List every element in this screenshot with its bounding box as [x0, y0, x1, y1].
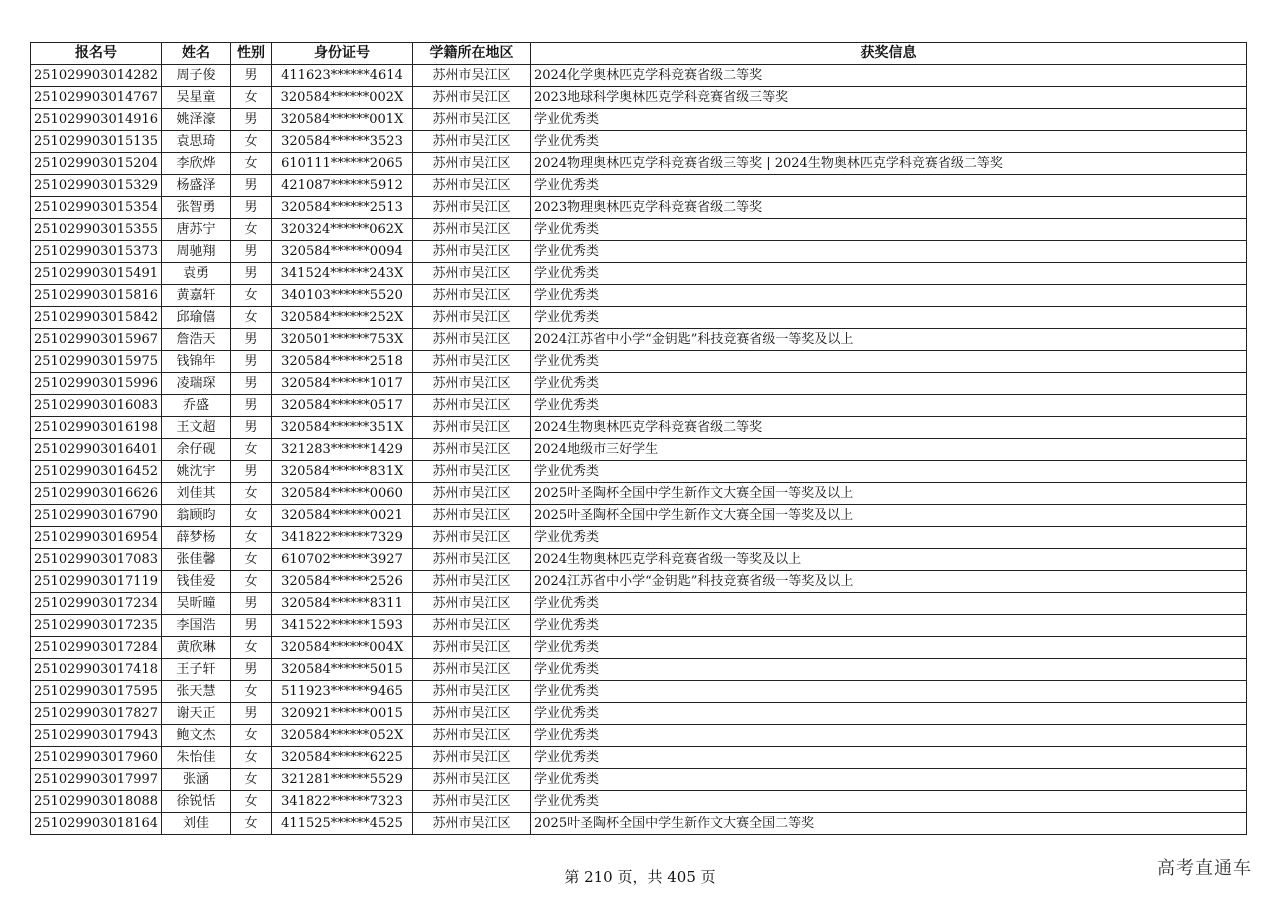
region-cell: 苏州市吴江区	[413, 791, 531, 813]
registration-number-cell: 251029903015975	[31, 351, 162, 373]
name-cell: 袁思琦	[162, 131, 231, 153]
gender-cell: 男	[231, 417, 272, 439]
table-row	[31, 373, 1247, 395]
gender-cell: 女	[231, 219, 272, 241]
region-cell: 苏州市吴江区	[413, 681, 531, 703]
registration-number-cell: 251029903017418	[31, 659, 162, 681]
name-cell: 张智勇	[162, 197, 231, 219]
award-info-cell: 学业优秀类	[531, 681, 1247, 703]
award-info-cell: 学业优秀类	[531, 659, 1247, 681]
registration-number-cell: 251029903015354	[31, 197, 162, 219]
name-cell: 薛梦杨	[162, 527, 231, 549]
table-row	[31, 153, 1247, 175]
name-cell: 李国浩	[162, 615, 231, 637]
gender-cell: 男	[231, 263, 272, 285]
award-info-cell: 学业优秀类	[531, 791, 1247, 813]
table-header	[31, 43, 1247, 65]
name-cell: 周子俊	[162, 65, 231, 87]
table-row	[31, 747, 1247, 769]
name-cell: 姚沈宇	[162, 461, 231, 483]
region-cell: 苏州市吴江区	[413, 747, 531, 769]
table-body	[31, 65, 1247, 835]
gender-cell: 女	[231, 439, 272, 461]
registration-number-cell: 251029903017284	[31, 637, 162, 659]
registration-number-cell: 251029903015135	[31, 131, 162, 153]
registration-number-cell: 251029903015355	[31, 219, 162, 241]
table-row	[31, 505, 1247, 527]
id-number-cell: 320584******004X	[272, 637, 413, 659]
header-school-region: 学籍所在地区	[413, 43, 531, 65]
table-row	[31, 813, 1247, 835]
award-info-cell: 2024生物奥林匹克学科竞赛省级二等奖	[531, 417, 1247, 439]
award-info-cell: 2023地球科学奥林匹克学科竞赛省级三等奖	[531, 87, 1247, 109]
region-cell: 苏州市吴江区	[413, 351, 531, 373]
registration-number-cell: 251029903015491	[31, 263, 162, 285]
table-row	[31, 725, 1247, 747]
table-row	[31, 65, 1247, 87]
id-number-cell: 320584******831X	[272, 461, 413, 483]
id-number-cell: 320584******5015	[272, 659, 413, 681]
award-info-cell: 学业优秀类	[531, 219, 1247, 241]
id-number-cell: 341822******7323	[272, 791, 413, 813]
name-cell: 余仔砚	[162, 439, 231, 461]
award-info-cell: 学业优秀类	[531, 307, 1247, 329]
name-cell: 周驰翔	[162, 241, 231, 263]
table-row	[31, 307, 1247, 329]
region-cell: 苏州市吴江区	[413, 153, 531, 175]
registration-number-cell: 251029903017827	[31, 703, 162, 725]
id-number-cell: 341524******243X	[272, 263, 413, 285]
gender-cell: 男	[231, 593, 272, 615]
name-cell: 张佳馨	[162, 549, 231, 571]
id-number-cell: 320584******001X	[272, 109, 413, 131]
award-info-cell: 学业优秀类	[531, 615, 1247, 637]
name-cell: 张涵	[162, 769, 231, 791]
gender-cell: 男	[231, 197, 272, 219]
award-info-cell: 2025叶圣陶杯全国中学生新作文大赛全国一等奖及以上	[531, 483, 1247, 505]
table-row	[31, 615, 1247, 637]
registration-number-cell: 251029903016083	[31, 395, 162, 417]
registration-number-cell: 251029903018088	[31, 791, 162, 813]
table-row	[31, 87, 1247, 109]
name-cell: 袁勇	[162, 263, 231, 285]
region-cell: 苏州市吴江区	[413, 483, 531, 505]
gender-cell: 女	[231, 813, 272, 835]
registration-number-cell: 251029903016626	[31, 483, 162, 505]
id-number-cell: 320584******002X	[272, 87, 413, 109]
award-info-cell: 学业优秀类	[531, 175, 1247, 197]
gender-cell: 女	[231, 571, 272, 593]
award-info-cell: 2023物理奥林匹克学科竞赛省级二等奖	[531, 197, 1247, 219]
name-cell: 姚泽濠	[162, 109, 231, 131]
id-number-cell: 321281******5529	[272, 769, 413, 791]
table-row	[31, 703, 1247, 725]
region-cell: 苏州市吴江区	[413, 87, 531, 109]
header-registration-number: 报名号	[31, 43, 162, 65]
table-row	[31, 549, 1247, 571]
gender-cell: 男	[231, 329, 272, 351]
region-cell: 苏州市吴江区	[413, 461, 531, 483]
award-info-cell: 学业优秀类	[531, 725, 1247, 747]
region-cell: 苏州市吴江区	[413, 241, 531, 263]
gender-cell: 男	[231, 461, 272, 483]
id-number-cell: 320584******2526	[272, 571, 413, 593]
table-row	[31, 417, 1247, 439]
table-row	[31, 109, 1247, 131]
region-cell: 苏州市吴江区	[413, 373, 531, 395]
award-info-cell: 2024物理奥林匹克学科竞赛省级三等奖 | 2024生物奥林匹克学科竞赛省级二等奖	[531, 153, 1247, 175]
gender-cell: 男	[231, 395, 272, 417]
id-number-cell: 411623******4614	[272, 65, 413, 87]
table-row	[31, 395, 1247, 417]
name-cell: 徐锐恬	[162, 791, 231, 813]
award-info-cell: 学业优秀类	[531, 769, 1247, 791]
id-number-cell: 320584******0517	[272, 395, 413, 417]
registration-number-cell: 251029903016452	[31, 461, 162, 483]
award-info-cell: 学业优秀类	[531, 747, 1247, 769]
id-number-cell: 610702******3927	[272, 549, 413, 571]
table-row	[31, 351, 1247, 373]
gender-cell: 女	[231, 505, 272, 527]
name-cell: 詹浩天	[162, 329, 231, 351]
id-number-cell: 511923******9465	[272, 681, 413, 703]
table-row	[31, 175, 1247, 197]
registration-number-cell: 251029903015204	[31, 153, 162, 175]
name-cell: 刘佳其	[162, 483, 231, 505]
region-cell: 苏州市吴江区	[413, 219, 531, 241]
header-gender: 性别	[231, 43, 272, 65]
gender-cell: 男	[231, 109, 272, 131]
id-number-cell: 320584******3523	[272, 131, 413, 153]
registration-number-cell: 251029903017083	[31, 549, 162, 571]
table-row	[31, 571, 1247, 593]
table-row	[31, 659, 1247, 681]
gender-cell: 男	[231, 615, 272, 637]
gender-cell: 女	[231, 747, 272, 769]
award-info-cell: 2024生物奥林匹克学科竞赛省级一等奖及以上	[531, 549, 1247, 571]
award-info-cell: 2024江苏省中小学“金钥匙”科技竞赛省级一等奖及以上	[531, 571, 1247, 593]
id-number-cell: 320584******351X	[272, 417, 413, 439]
registration-number-cell: 251029903017119	[31, 571, 162, 593]
gender-cell: 男	[231, 351, 272, 373]
registration-number-cell: 251029903017235	[31, 615, 162, 637]
award-info-cell: 学业优秀类	[531, 351, 1247, 373]
registration-number-cell: 251029903018164	[31, 813, 162, 835]
region-cell: 苏州市吴江区	[413, 329, 531, 351]
name-cell: 鲍文杰	[162, 725, 231, 747]
award-info-cell: 学业优秀类	[531, 593, 1247, 615]
id-number-cell: 320921******0015	[272, 703, 413, 725]
name-cell: 朱怡佳	[162, 747, 231, 769]
gender-cell: 男	[231, 65, 272, 87]
region-cell: 苏州市吴江区	[413, 439, 531, 461]
name-cell: 钱锦年	[162, 351, 231, 373]
region-cell: 苏州市吴江区	[413, 197, 531, 219]
registration-number-cell: 251029903017997	[31, 769, 162, 791]
watermark-logo: 高考直通车	[1157, 858, 1252, 879]
gender-cell: 女	[231, 549, 272, 571]
award-info-cell: 2025叶圣陶杯全国中学生新作文大赛全国二等奖	[531, 813, 1247, 835]
award-info-cell: 学业优秀类	[531, 637, 1247, 659]
gender-cell: 男	[231, 659, 272, 681]
region-cell: 苏州市吴江区	[413, 263, 531, 285]
id-number-cell: 320501******753X	[272, 329, 413, 351]
registration-number-cell: 251029903017234	[31, 593, 162, 615]
name-cell: 刘佳	[162, 813, 231, 835]
name-cell: 吴星童	[162, 87, 231, 109]
award-info-cell: 学业优秀类	[531, 263, 1247, 285]
registration-number-cell: 251029903017960	[31, 747, 162, 769]
registration-number-cell: 251029903015967	[31, 329, 162, 351]
id-number-cell: 340103******5520	[272, 285, 413, 307]
table-row	[31, 263, 1247, 285]
registration-number-cell: 251029903014767	[31, 87, 162, 109]
gender-cell: 女	[231, 769, 272, 791]
table-row	[31, 461, 1247, 483]
gender-cell: 女	[231, 527, 272, 549]
registration-number-cell: 251029903017943	[31, 725, 162, 747]
name-cell: 翁顾昀	[162, 505, 231, 527]
id-number-cell: 341522******1593	[272, 615, 413, 637]
gender-cell: 女	[231, 791, 272, 813]
region-cell: 苏州市吴江区	[413, 307, 531, 329]
registration-number-cell: 251029903015842	[31, 307, 162, 329]
id-number-cell: 320584******6225	[272, 747, 413, 769]
registration-number-cell: 251029903016790	[31, 505, 162, 527]
header-row	[31, 43, 1247, 65]
name-cell: 邱瑜僖	[162, 307, 231, 329]
id-number-cell: 320584******2513	[272, 197, 413, 219]
id-number-cell: 320584******052X	[272, 725, 413, 747]
name-cell: 李欣烨	[162, 153, 231, 175]
name-cell: 钱佳爱	[162, 571, 231, 593]
region-cell: 苏州市吴江区	[413, 527, 531, 549]
award-info-cell: 学业优秀类	[531, 395, 1247, 417]
region-cell: 苏州市吴江区	[413, 813, 531, 835]
name-cell: 杨盛泽	[162, 175, 231, 197]
region-cell: 苏州市吴江区	[413, 131, 531, 153]
id-number-cell: 320584******0021	[272, 505, 413, 527]
registration-number-cell: 251029903014282	[31, 65, 162, 87]
table-row	[31, 329, 1247, 351]
region-cell: 苏州市吴江区	[413, 549, 531, 571]
name-cell: 张天慧	[162, 681, 231, 703]
header-id-number: 身份证号	[272, 43, 413, 65]
gender-cell: 女	[231, 637, 272, 659]
region-cell: 苏州市吴江区	[413, 659, 531, 681]
gender-cell: 女	[231, 483, 272, 505]
region-cell: 苏州市吴江区	[413, 285, 531, 307]
region-cell: 苏州市吴江区	[413, 769, 531, 791]
table-row	[31, 285, 1247, 307]
table-row	[31, 637, 1247, 659]
gender-cell: 男	[231, 373, 272, 395]
id-number-cell: 320324******062X	[272, 219, 413, 241]
award-info-cell: 学业优秀类	[531, 373, 1247, 395]
registration-number-cell: 251029903016401	[31, 439, 162, 461]
name-cell: 吴昕曈	[162, 593, 231, 615]
id-number-cell: 320584******2518	[272, 351, 413, 373]
name-cell: 王文超	[162, 417, 231, 439]
region-cell: 苏州市吴江区	[413, 725, 531, 747]
gender-cell: 女	[231, 285, 272, 307]
award-info-cell: 2025叶圣陶杯全国中学生新作文大赛全国一等奖及以上	[531, 505, 1247, 527]
gender-cell: 男	[231, 241, 272, 263]
registration-number-cell: 251029903014916	[31, 109, 162, 131]
table-row	[31, 527, 1247, 549]
id-number-cell: 321283******1429	[272, 439, 413, 461]
award-info-cell: 学业优秀类	[531, 285, 1247, 307]
region-cell: 苏州市吴江区	[413, 703, 531, 725]
id-number-cell: 610111******2065	[272, 153, 413, 175]
table-row	[31, 241, 1247, 263]
region-cell: 苏州市吴江区	[413, 615, 531, 637]
id-number-cell: 320584******0060	[272, 483, 413, 505]
award-info-cell: 2024地级市三好学生	[531, 439, 1247, 461]
region-cell: 苏州市吴江区	[413, 395, 531, 417]
table-row	[31, 439, 1247, 461]
region-cell: 苏州市吴江区	[413, 593, 531, 615]
award-list-table	[30, 42, 1247, 835]
award-info-cell: 2024江苏省中小学“金钥匙”科技竞赛省级一等奖及以上	[531, 329, 1247, 351]
region-cell: 苏州市吴江区	[413, 571, 531, 593]
gender-cell: 女	[231, 307, 272, 329]
name-cell: 谢天正	[162, 703, 231, 725]
gender-cell: 男	[231, 175, 272, 197]
table-row	[31, 681, 1247, 703]
table-row	[31, 197, 1247, 219]
gender-cell: 女	[231, 87, 272, 109]
registration-number-cell: 251029903015996	[31, 373, 162, 395]
name-cell: 黄嘉轩	[162, 285, 231, 307]
award-info-cell: 学业优秀类	[531, 703, 1247, 725]
table-row	[31, 769, 1247, 791]
gender-cell: 女	[231, 681, 272, 703]
table-row	[31, 593, 1247, 615]
region-cell: 苏州市吴江区	[413, 175, 531, 197]
registration-number-cell: 251029903017595	[31, 681, 162, 703]
gender-cell: 女	[231, 153, 272, 175]
award-info-cell: 学业优秀类	[531, 241, 1247, 263]
award-info-cell: 学业优秀类	[531, 527, 1247, 549]
award-info-cell: 学业优秀类	[531, 461, 1247, 483]
header-name: 姓名	[162, 43, 231, 65]
region-cell: 苏州市吴江区	[413, 637, 531, 659]
header-award-info: 获奖信息	[531, 43, 1247, 65]
id-number-cell: 320584******8311	[272, 593, 413, 615]
id-number-cell: 320584******1017	[272, 373, 413, 395]
id-number-cell: 320584******252X	[272, 307, 413, 329]
id-number-cell: 421087******5912	[272, 175, 413, 197]
name-cell: 王子轩	[162, 659, 231, 681]
region-cell: 苏州市吴江区	[413, 109, 531, 131]
award-info-cell: 2024化学奥林匹克学科竞赛省级二等奖	[531, 65, 1247, 87]
name-cell: 唐苏宁	[162, 219, 231, 241]
registration-number-cell: 251029903016198	[31, 417, 162, 439]
registration-number-cell: 251029903015329	[31, 175, 162, 197]
region-cell: 苏州市吴江区	[413, 505, 531, 527]
award-info-cell: 学业优秀类	[531, 109, 1247, 131]
table-row	[31, 131, 1247, 153]
id-number-cell: 320584******0094	[272, 241, 413, 263]
name-cell: 凌瑞琛	[162, 373, 231, 395]
id-number-cell: 411525******4525	[272, 813, 413, 835]
table-row	[31, 219, 1247, 241]
gender-cell: 女	[231, 131, 272, 153]
award-info-cell: 学业优秀类	[531, 131, 1247, 153]
region-cell: 苏州市吴江区	[413, 417, 531, 439]
gender-cell: 男	[231, 703, 272, 725]
name-cell: 乔盛	[162, 395, 231, 417]
table-row	[31, 791, 1247, 813]
gender-cell: 女	[231, 725, 272, 747]
table-row	[31, 483, 1247, 505]
page-number: 第 210 页，共 405 页	[564, 868, 716, 886]
registration-number-cell: 251029903016954	[31, 527, 162, 549]
registration-number-cell: 251029903015373	[31, 241, 162, 263]
id-number-cell: 341822******7329	[272, 527, 413, 549]
registration-number-cell: 251029903015816	[31, 285, 162, 307]
region-cell: 苏州市吴江区	[413, 65, 531, 87]
name-cell: 黄欣琳	[162, 637, 231, 659]
